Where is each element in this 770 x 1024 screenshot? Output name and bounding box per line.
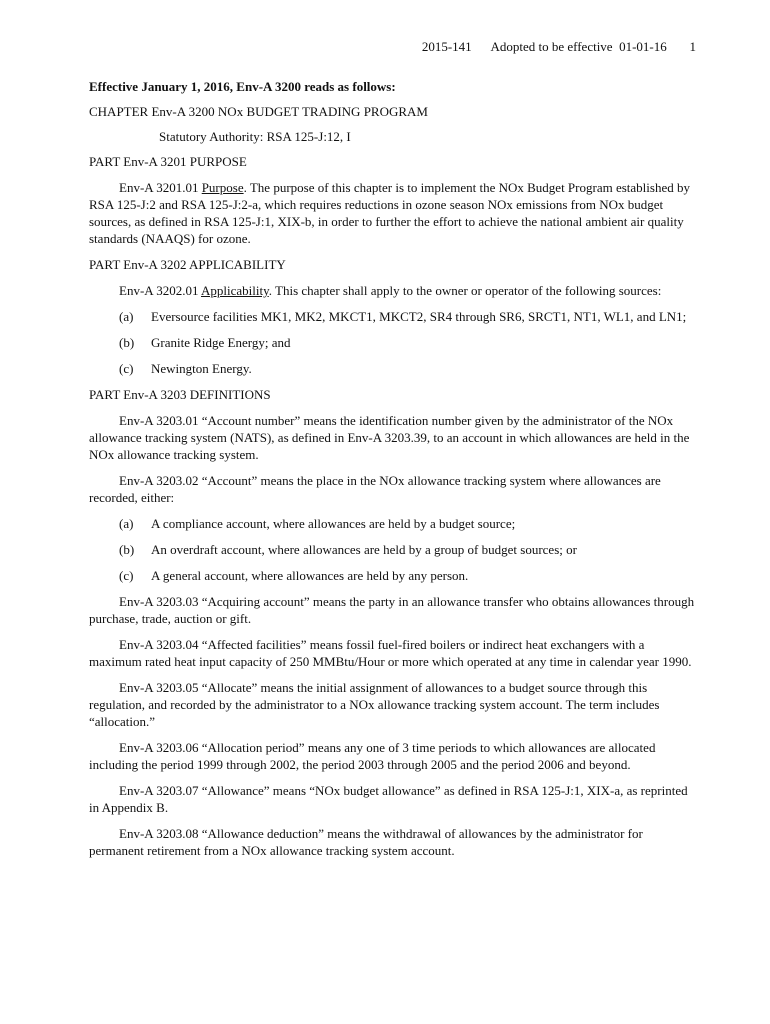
section-number: Env-A 3202.01 bbox=[119, 283, 199, 298]
definition-3203-01: Env-A 3203.01 “Account number” means the identification number given by the administrator of the NOx allowance tracking system (NATS), as defined in Env-A 3203.39, to an account in which allowances are held in the NOx allowance tracking system. bbox=[89, 413, 690, 462]
page-number: 1 bbox=[689, 39, 696, 54]
page-header bbox=[422, 38, 696, 55]
definition-3203-08: Env-A 3203.08 “Allowance deduction” means the withdrawal of allowances by the administrator for permanent retirement from a NOx allowance tracking system account. bbox=[89, 826, 643, 858]
definition-3203-02: Env-A 3203.02 “Account” means the place in the NOx allowance tracking system where allowances are recorded, either: bbox=[89, 473, 661, 505]
item-label: (a) bbox=[119, 516, 134, 531]
section-3201-01 bbox=[89, 179, 699, 247]
part-3203-title: PART Env-A 3203 DEFINITIONS bbox=[89, 387, 271, 402]
document-body bbox=[89, 78, 699, 868]
definition-3203-06: Env-A 3203.06 “Allocation period” means any one of 3 time periods to which allowances are allocated including the period 1999 through 2002, the period 2003 through 2005 and the period 2006 and beyond. bbox=[89, 740, 656, 772]
effective-heading: Effective January 1, 2016, Env-A 3200 reads as follows: bbox=[89, 79, 396, 94]
section-term: Applicability bbox=[201, 283, 269, 298]
chapter-title: CHAPTER Env-A 3200 NOx BUDGET TRADING PROGRAM bbox=[89, 104, 428, 119]
part-3201-title: PART Env-A 3201 PURPOSE bbox=[89, 154, 247, 169]
list-item bbox=[89, 515, 699, 532]
item-text: Eversource facilities MK1, MK2, MKCT1, MKCT2, SR4 through SR6, SRCT1, NT1, WL1, and LN1; bbox=[151, 309, 687, 324]
item-label: (b) bbox=[119, 542, 135, 557]
section-3202-01 bbox=[89, 282, 699, 299]
part-3202-title: PART Env-A 3202 APPLICABILITY bbox=[89, 257, 286, 272]
definition-3203-07: Env-A 3203.07 “Allowance” means “NOx budget allowance” as defined in RSA 125-J:1, XIX-a, as reprinted in Appendix B. bbox=[89, 783, 688, 815]
item-text: A general account, where allowances are held by any person. bbox=[151, 568, 469, 583]
list-item bbox=[89, 541, 699, 558]
item-label: (b) bbox=[119, 335, 135, 350]
doc-number: 2015-141 bbox=[421, 39, 472, 54]
item-label: (c) bbox=[119, 361, 134, 376]
list-item bbox=[89, 567, 699, 584]
list-item bbox=[89, 308, 699, 325]
item-text: Newington Energy. bbox=[151, 361, 252, 376]
item-label: (a) bbox=[119, 309, 134, 324]
definition-3203-05: Env-A 3203.05 “Allocate” means the initial assignment of allowances to a budget source through this regulation, and recorded by the administrator to a NOx allowance tracking system account. The term includes “allocation.” bbox=[89, 680, 660, 729]
statutory-authority: Statutory Authority: RSA 125-J:12, I bbox=[159, 129, 351, 144]
list-item bbox=[89, 360, 699, 377]
item-label: (c) bbox=[119, 568, 134, 583]
adopted-date: Adopted to be effective 01-01-16 bbox=[490, 39, 667, 54]
item-text: A compliance account, where allowances are held by a budget source; bbox=[151, 516, 516, 531]
definition-3203-03: Env-A 3203.03 “Acquiring account” means the party in an allowance transfer who obtains allowances through purchase, trade, auction or gift. bbox=[89, 594, 695, 626]
definition-3203-04: Env-A 3203.04 “Affected facilities” means fossil fuel-fired boilers or indirect heat exchangers with a maximum rated heat input capacity of 250 MMBtu/Hour or more which operated at any time in calendar year 1990. bbox=[89, 637, 692, 669]
section-text: . The purpose of this chapter is to implement the NOx Budget Program established by RSA 125-J:2 and RSA 125-J:2-a, which requires reductions in ozone season NOx emissions from NOx budget sources, as defined in RSA 125-J:1, XIX-b, in order to further the effort to achieve the national ambient air quality standards (NAAQS) for ozone. bbox=[89, 180, 690, 246]
item-text: Granite Ridge Energy; and bbox=[151, 335, 291, 350]
section-number: Env-A 3201.01 bbox=[119, 180, 199, 195]
section-text: . This chapter shall apply to the owner or operator of the following sources: bbox=[268, 283, 662, 298]
list-item bbox=[89, 334, 699, 351]
item-text: An overdraft account, where allowances are held by a group of budget sources; or bbox=[151, 542, 577, 557]
section-term: Purpose bbox=[201, 180, 244, 195]
